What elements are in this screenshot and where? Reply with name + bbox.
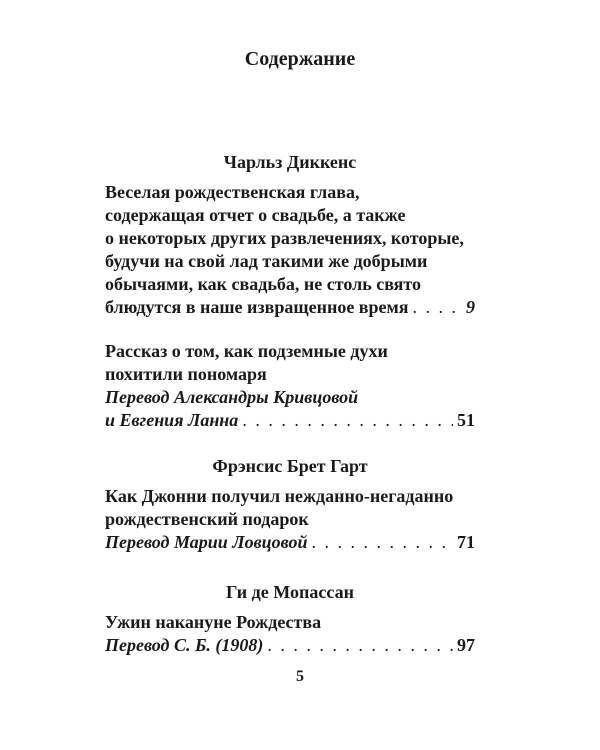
- entry-title-line: похитили пономаря: [105, 364, 267, 384]
- author-maupassant: Ги де Мопассан: [226, 582, 354, 602]
- entry-title-line: Как Джонни получил нежданно-негаданно: [105, 486, 454, 506]
- entry-title-line: о некоторых других развлечениях, которые,: [105, 228, 464, 248]
- entry-page-number: 71: [457, 532, 475, 552]
- entry-title-line: обычаями, как свадьба, не столь свято: [105, 274, 422, 294]
- toc-entry-christmas-eve[interactable]: [105, 634, 475, 656]
- toc-entry-johnny[interactable]: [105, 531, 475, 553]
- page-title: Содержание: [244, 48, 356, 70]
- entry-title-line: Ужин накануне Рождества: [105, 612, 322, 632]
- entry-page-number: 97: [457, 635, 475, 655]
- entry-title-line: будучи на свой лад такими же добрыми: [105, 251, 428, 271]
- entry-title-line: рождественский подарок: [105, 509, 309, 529]
- dot-leader: [413, 296, 462, 318]
- entry-page-number: 51: [457, 410, 475, 430]
- dot-leader: [311, 531, 453, 553]
- entry-title-line: Веселая рождественская глава,: [105, 182, 360, 202]
- dot-leader: [242, 409, 453, 431]
- entry-title-line: содержащая отчет о свадьбе, а также: [105, 205, 406, 225]
- entry-translator-line: Перевод Александры Кривцовой: [105, 387, 359, 407]
- author-bret-harte: Фрэнсис Брет Гарт: [212, 456, 368, 476]
- entry-last-line: блюдутся в наше извращенное время: [105, 297, 409, 317]
- entry-page-number: 9: [466, 297, 475, 317]
- toc-entry-goblins[interactable]: [105, 409, 475, 431]
- entry-title-line: Рассказ о том, как подземные духи: [105, 341, 388, 361]
- dot-leader: [267, 634, 453, 656]
- entry-last-line: Перевод С. Б. (1908): [105, 635, 264, 655]
- entry-last-line: Перевод Марии Ловцовой: [105, 532, 308, 552]
- entry-last-line: и Евгения Ланна: [105, 410, 239, 430]
- author-dickens: Чарльз Диккенс: [223, 152, 357, 172]
- page-number: 5: [296, 668, 304, 685]
- toc-entry-christmas-chapter[interactable]: [105, 296, 475, 318]
